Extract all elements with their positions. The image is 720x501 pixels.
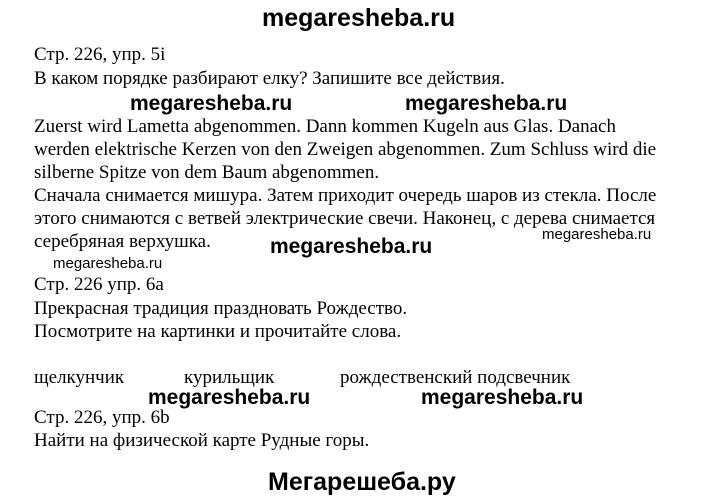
german-line: werden elektrische Kerzen von den Zweigen abgenommen. Zum Schluss wird die: [34, 139, 657, 160]
watermark-small: megaresheba.ru: [542, 226, 652, 243]
exercise-ref: Стр. 226, упр. 6b: [34, 407, 170, 428]
watermark-inline: megaresheba.ru: [148, 386, 311, 409]
instruction-line: Найти на физической карте Рудные горы.: [34, 430, 370, 451]
german-line: silberne Spitze von dem Baum abgenommen.: [34, 162, 380, 183]
watermark-inline: megaresheba.ru: [130, 92, 293, 115]
german-line: Zuerst wird Lametta abgenommen. Dann kommen Kugeln aus Glas. Danach: [34, 116, 616, 137]
instruction-line: Прекрасная традиция праздновать Рождество.: [34, 298, 408, 319]
russian-line: серебряная верхушка.: [34, 231, 211, 252]
vocab-word: курильщик: [184, 367, 275, 388]
vocab-word: рождественский подсвечник: [340, 367, 571, 388]
vocab-word: щелкунчик: [34, 367, 125, 388]
watermark-top: megaresheba.ru: [262, 4, 456, 32]
watermark-inline: megaresheba.ru: [421, 386, 584, 409]
question-text: В каком порядке разбирают елку? Запишите все действия.: [34, 68, 505, 89]
watermark-footer: Мегарешеба.ру: [268, 468, 456, 496]
exercise-ref: Стр. 226 упр. 6а: [34, 274, 164, 295]
exercise-ref: Стр. 226, упр. 5i: [34, 44, 166, 65]
watermark-small: megaresheba.ru: [53, 255, 163, 272]
watermark-inline: megaresheba.ru: [405, 92, 568, 115]
russian-line: Сначала снимается мишура. Затем приходит очередь шаров из стекла. После: [34, 185, 657, 206]
watermark-inline: megaresheba.ru: [270, 235, 433, 258]
russian-line: этого снимаются с ветвей электрические свечи. Наконец, с дерева снимается: [34, 208, 656, 229]
instruction-line: Посмотрите на картинки и прочитайте слова.: [34, 321, 402, 342]
